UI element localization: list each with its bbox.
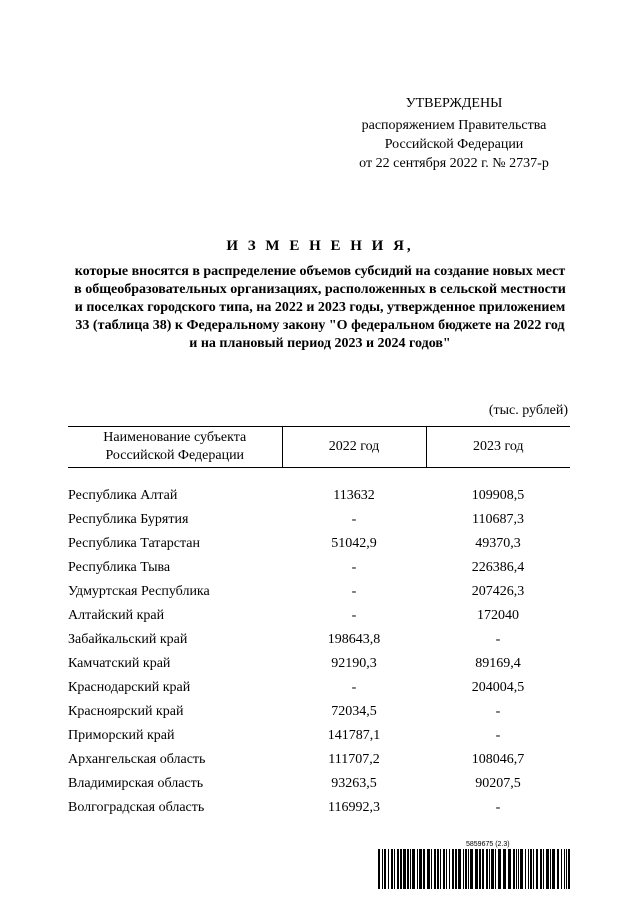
barcode-bar <box>564 849 565 889</box>
row-value-2022: 113632 <box>333 488 375 503</box>
row-region-name: Забайкальский край <box>68 632 188 647</box>
barcode-bar <box>543 849 544 889</box>
barcode-bar <box>419 849 422 889</box>
barcode-bar <box>486 849 488 889</box>
barcode-bar <box>552 849 555 889</box>
column-header-region: Наименование субъекта Российской Федерации <box>68 427 282 468</box>
barcode-bar <box>528 849 529 889</box>
barcode-bar <box>443 849 445 889</box>
barcode-bar <box>508 849 511 889</box>
barcode-bar <box>561 849 562 889</box>
row-value-2023: 110687,3 <box>472 512 524 527</box>
row-value-2023: 226386,4 <box>471 560 525 575</box>
document-title: И З М Е Н Е Н И Я, <box>226 238 414 254</box>
barcode-bar <box>407 849 409 889</box>
barcode-bar <box>458 849 461 889</box>
table-row <box>68 556 570 580</box>
barcode-bar <box>489 849 490 889</box>
row-value-2023: 49370,3 <box>475 536 521 551</box>
barcode-bar <box>455 849 457 889</box>
barcode-bar <box>452 849 454 889</box>
table-spacer <box>68 468 570 485</box>
row-value-2022: 92190,3 <box>331 656 377 671</box>
barcode-bar <box>525 849 526 889</box>
table-header-row <box>68 427 570 468</box>
barcode-bar <box>498 849 501 889</box>
units-label: (тыс. рублей) <box>488 403 568 418</box>
row-region-name: Краснодарский край <box>68 680 191 695</box>
approval-line-3: Российской Федерации <box>384 137 524 152</box>
row-value-2022: 51042,9 <box>331 536 377 551</box>
row-region-name: Красноярский край <box>68 704 184 719</box>
barcode-bar <box>449 849 450 889</box>
barcode-bar <box>403 849 406 889</box>
table-row <box>68 484 570 508</box>
row-region-name: Камчатский край <box>68 656 171 671</box>
row-region-name: Республика Татарстан <box>68 536 201 551</box>
barcode-bar <box>417 849 418 889</box>
table-row <box>68 604 570 628</box>
approval-line-4: от 22 сентября 2022 г. № 2737-р <box>359 156 549 171</box>
row-region-name: Алтайский край <box>68 608 165 623</box>
row-value-2022: 72034,5 <box>331 704 377 719</box>
table-row <box>68 700 570 724</box>
barcode-bar <box>513 849 515 889</box>
table-row <box>68 724 570 748</box>
table-row <box>68 508 570 532</box>
barcode-bar <box>437 849 439 889</box>
barcode-bar <box>463 849 464 889</box>
row-value-2023: 89169,4 <box>475 656 521 671</box>
row-value-2023: - <box>495 704 501 719</box>
barcode-bar <box>388 849 389 889</box>
row-region-name: Волгоградская область <box>68 800 205 815</box>
row-value-2022: - <box>351 608 357 623</box>
column-header-2023: 2023 год <box>426 427 570 468</box>
table-row <box>68 748 570 772</box>
barcode-bar <box>520 849 523 889</box>
approval-line-2: распоряжением Правительства <box>361 118 547 133</box>
table-body <box>68 468 570 821</box>
row-value-2022: 198643,8 <box>327 632 381 647</box>
table-row <box>68 772 570 796</box>
row-value-2023: 204004,5 <box>471 680 525 695</box>
row-value-2023: - <box>495 728 501 743</box>
barcode-bar <box>410 849 411 889</box>
row-value-2022: 141787,1 <box>327 728 381 743</box>
barcode-bar <box>382 849 383 889</box>
table-row <box>68 532 570 556</box>
barcode-bar <box>530 849 532 889</box>
table-row <box>68 796 570 820</box>
row-value-2022: - <box>351 560 357 575</box>
subsidy-table <box>68 426 570 820</box>
row-value-2022: 111707,2 <box>328 752 380 767</box>
row-value-2022: 116992,3 <box>328 800 380 815</box>
barcode-bar <box>518 849 519 889</box>
barcode-bar <box>566 849 567 889</box>
barcode-bar <box>503 849 506 889</box>
barcode-bar <box>412 849 415 889</box>
barcode-bar <box>423 849 425 889</box>
barcode-bar <box>397 849 399 889</box>
barcode-bar <box>431 849 432 889</box>
barcode-bar <box>491 849 494 889</box>
barcode-bar <box>536 849 538 889</box>
row-value-2023: 207426,3 <box>471 584 525 599</box>
barcode-bar <box>391 849 393 889</box>
row-value-2023: 172040 <box>477 608 519 623</box>
barcode-bar <box>482 849 484 889</box>
barcode-bar <box>495 849 496 889</box>
barcode-bar <box>465 849 467 889</box>
barcode-bar <box>533 849 534 889</box>
row-value-2022: - <box>351 512 357 527</box>
barcode-bar <box>568 849 570 889</box>
row-region-name: Владимирская область <box>68 776 204 791</box>
barcode-bar <box>516 849 517 889</box>
row-region-name: Приморский край <box>68 728 175 743</box>
barcode-bar <box>475 849 478 889</box>
barcode-bar <box>550 849 551 889</box>
barcode-bar <box>384 849 386 889</box>
row-region-name: Республика Бурятия <box>68 512 189 527</box>
barcode-bar <box>446 849 447 889</box>
row-value-2023: 108046,7 <box>471 752 525 767</box>
row-value-2022: - <box>351 584 357 599</box>
barcode-bar <box>394 849 395 889</box>
row-region-name: Удмуртская Республика <box>68 584 210 599</box>
barcode-bar <box>470 849 473 889</box>
barcode-bar <box>557 849 559 889</box>
barcode-bar <box>378 849 380 889</box>
barcode-bar <box>400 849 402 889</box>
barcode-bar <box>434 849 436 889</box>
table-row <box>68 628 570 652</box>
row-region-name: Республика Алтай <box>68 488 178 503</box>
row-value-2023: - <box>495 632 501 647</box>
barcode-bar <box>468 849 469 889</box>
barcode-bar <box>427 849 430 889</box>
barcode-bar <box>540 849 542 889</box>
row-value-2023: 90207,5 <box>475 776 521 791</box>
row-region-name: Республика Тыва <box>68 560 171 575</box>
row-value-2022: 93263,5 <box>331 776 377 791</box>
document-subtitle: которые вносятся в распределение объемов субсидий на создание новых мест в общеобразовательных организациях, расположенных в сельской местности и поселках городского типа, на 2022 и 2023 годы, утвержденное приложением 33 (таблица 38) к Федеральному закону "О федеральном бюджете на 2022 год и на плановый период 2023 и 2024 годов" <box>74 264 566 351</box>
barcode-bar <box>479 849 481 889</box>
row-value-2023: - <box>495 800 501 815</box>
barcode-bar <box>440 849 441 889</box>
row-region-name: Архангельская область <box>68 752 206 767</box>
row-value-2022: - <box>351 680 357 695</box>
table-row <box>68 652 570 676</box>
approval-heading: УТВЕРЖДЕНЫ <box>405 96 503 111</box>
row-value-2023: 109908,5 <box>471 488 525 503</box>
approval-stamp <box>330 94 578 173</box>
table-row <box>68 676 570 700</box>
column-header-2022: 2022 год <box>282 427 426 468</box>
table-row <box>68 580 570 604</box>
barcode <box>378 849 572 889</box>
barcode-number: 5859675 (2.3) <box>466 841 510 848</box>
barcode-bar <box>546 849 549 889</box>
